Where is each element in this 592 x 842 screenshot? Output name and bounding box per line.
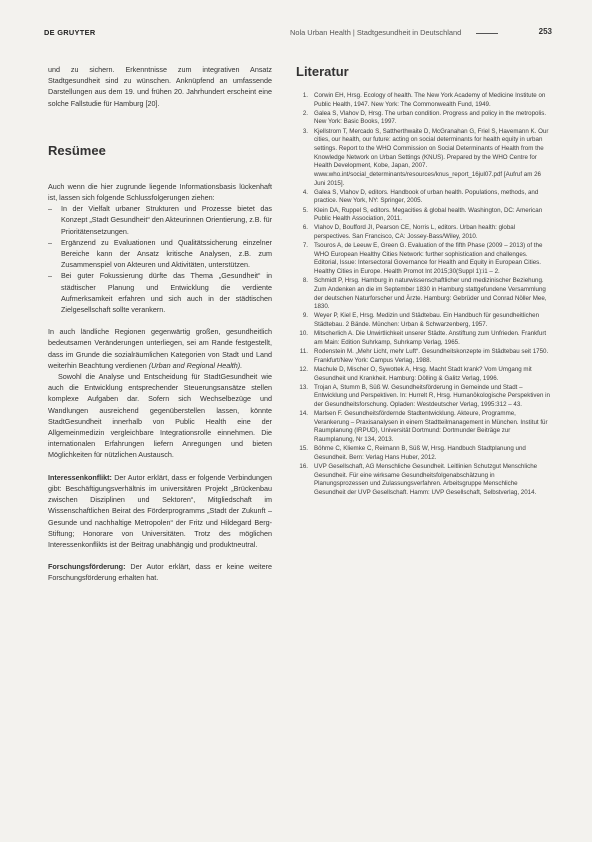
reference-number: 16. [299, 463, 308, 471]
reference-number: 6. [302, 224, 308, 232]
reference-text: Mitscherlich A. Die Unwirtlichkeit unserer Städte. Anstiftung zum Unfrieden. Frankfurt am Main: Edition Suhrkamp, Suhrkamp Verlag, 1965. [314, 330, 547, 346]
funding-statement [48, 561, 272, 583]
intro-paragraph: und zu sichern. Erkenntnisse zum integrativen Ansatz Stadtgesundheit sind zu wünschen. Anknüpfend an umfassende Darstellungen aus dem 19. und frühen 20. Jahrhundert erscheint eine solche Fallstudie für Hamburg [20]. [48, 65, 272, 108]
reference-item [296, 312, 550, 329]
summary-item [48, 237, 272, 271]
left-column [48, 64, 272, 584]
reference-item [296, 189, 550, 206]
conflict-label: Interessenkonflikt: [48, 472, 112, 482]
reference-text: Marlsen F. Gesundheitsfördernde Stadtentwicklung. Akteure, Programme, Verankerung – Praxisanalysen in einem Stadtteilmanagement in München. Institut für Raumplanung (IRPUD), Universität Dortmund: Dortmunder Beiträge zur Raumplanung, Nr 134, 2013. [314, 410, 548, 444]
reference-number: 5. [302, 206, 308, 214]
reference-item [296, 277, 550, 312]
reference-number: 8. [302, 277, 308, 285]
reference-text: Klein DA, Ruppel S, editors. Megacities & global health. Washington, DC: American Public Health Association, 2011. [314, 206, 543, 223]
summary-item-text: In der Vielfalt urbaner Strukturen und Prozesse bietet das Konzept „Stadt Gesundheit“ den Akteurinnen Orientierung, z.B. für Prioritätensetzungen. [61, 204, 272, 236]
summary-item [48, 203, 272, 237]
reference-number: 9. [302, 312, 308, 320]
conflict-statement [48, 472, 272, 550]
funding-label: Forschungsförderung: [48, 562, 126, 572]
reference-number: 2. [302, 109, 308, 117]
reference-item [296, 348, 550, 365]
reference-number: 14. [299, 410, 308, 418]
reference-text: Schmidt P, Hrsg. Hamburg in naturwissenschaftlicher und medizinischer Beziehung. Zum Andenken an die im September 1830 in Hamburg stattgefundene Versammlung der deutschen Naturforscher und Ärzte. Hamburg: Gebrüder und Conrad Nöller Mee, 1830. [314, 277, 547, 311]
dash-marker: – [48, 237, 52, 247]
reference-list [296, 92, 550, 498]
reference-text: UVP Gesellschaft, AG Menschliche Gesundheit. Leitlinien Schutzgut Menschliche Gesundheit. Für eine wirksame Gesundheitsfolgenabschätzung in Planungsprozessen und Zulassungsverfahren. Arbeitsgruppe Menschliche Gesundheit der UVP Gesellschaft. Hamm: UVP Gesellschaft, Selbstverlag, 2014. [314, 463, 538, 497]
reference-text: Weyer P, Kiel E, Hrsg. Medizin und Städtebau. Ein Handbuch für gesundheitlichen Städtebau. 2 Bände. München: Urban & Schwarzenberg, 1957. [314, 312, 540, 329]
reference-number: 13. [299, 383, 308, 391]
reference-item [296, 463, 550, 498]
summary-lead: Auch wenn die hier zugrunde liegende Informationsbasis lückenhaft ist, lassen sich folgende Schlussfolgerungen ziehen: [48, 181, 272, 203]
reference-item [296, 366, 550, 383]
reference-number: 10. [299, 330, 308, 338]
reference-text: Böhme C, Kliemke C, Reimann B, Süß W, Hrsg. Handbuch Stadtplanung und Gesundheit. Bern: Verlag Hans Huber, 2012. [314, 445, 526, 461]
reference-text: Galea S, Vlahov D, editors. Handbook of urban health. Populations, methods, and practice. New York, NY: Springer, 2005. [314, 188, 539, 205]
summary-item-text: Bei guter Fokussierung dürfte das Thema „Gesundheit“ in städtischer Planung und Entwicklung die verdiente Aufmerksamkeit erfahren und sich auch in der städtischen Zielgesellschaft sollte verankern. [61, 271, 272, 315]
reference-item [296, 128, 550, 189]
dash-marker: – [48, 204, 52, 214]
reference-text: Rodenstein M. „Mehr Licht, mehr Luft“. Gesundheitskonzepte im Städtebau seit 1750. Frankfurt/New York: Campus Verlag, 1988. [314, 348, 549, 364]
reference-number: 4. [302, 188, 308, 196]
reference-item [296, 224, 550, 241]
reference-number: 1. [302, 92, 308, 99]
reference-item [296, 92, 550, 109]
reference-text: Kjellstrom T, Mercado S, Sattherthwaite D, McGranahan G, Friel S, Havemann K. Our cities, our health, our future: acting on social determinants for health equity in urban settings. Report to the WHO Commission on Social Determinants of Health from the Knowledge Network on Urban Settings (KNUS). Prepared by the WHO Centre for Health Development, Kobe, Japan, 2007. www.who.int/social_determinants/resources/knus_report_16jul07.pdf [Aufruf am 26 Juni 2015]. [314, 127, 549, 187]
body-paragraph [48, 326, 272, 371]
dash-marker: – [48, 271, 52, 281]
header-rule [476, 33, 498, 34]
reference-item [296, 330, 550, 347]
reference-number: 7. [302, 242, 308, 250]
body-paragraph-emphasis: (Urban and Regional Health). [148, 360, 243, 370]
page-header [44, 28, 552, 40]
body-paragraph-text: In auch ländliche Regionen gegenwärtig großen, gesundheitlich bedeutsamen Veränderungen unterliegen, sei am Rande festgestellt, dass im Grunde die sozialräumlichen Kategorien von Stadt und Land weiterhin Beachtung verdienen [48, 327, 272, 370]
summary-item-text: Ergänzend zu Evaluationen und Qualitätssicherung einzelner Bereiche kann der Ansatz kritische Analysen, z.B. zum Zusammenspiel von Akteuren und Aktivitäten, unterstützen. [61, 237, 272, 270]
reference-item [296, 384, 550, 410]
reference-number: 12. [299, 365, 308, 373]
summary-heading: Resümee [48, 142, 106, 158]
summary-item [48, 270, 272, 315]
running-title: Nola Urban Health | Stadtgesundheit in Deutschland [290, 28, 462, 37]
reference-item [296, 445, 550, 462]
reference-item [296, 110, 550, 127]
reference-text: Galea S, Vlahov D, Hrsg. The urban condition. Progress and policy in the metropolis. New York: Basic Books, 1997. [314, 109, 547, 126]
reference-item [296, 410, 550, 445]
reference-text: Vlahov D, Boufford JI, Pearson CE, Norris L, editors. Urban health: global perspectives. San Francisco, CA: Jossey-Bass/Wiley, 2010. [314, 224, 516, 240]
reference-text: Corwin EH, Hrsg. Ecology of health. The New York Academy of Medicine Institute on Public Health, 1947. New York: The Commonwealth Fund, 1949. [314, 92, 546, 108]
reference-number: 3. [302, 127, 308, 135]
right-column [296, 64, 550, 498]
reference-number: 11. [299, 348, 308, 356]
reference-text: Tsouros A, de Leeuw E, Green G. Evaluation of the fifth Phase (2009 – 2013) of the WHO European Healthy Cities Network: further sophistication and challenges. Editorial, Issue: Intersectoral Governance for Health and Equity in European Cities. Healthy Cities in Europe. Health Promot Int 2015;30(Suppl 1):i1 – 2. [314, 242, 543, 276]
conflict-text: Der Autor erklärt, dass er folgende Verbindungen gibt: Beschäftigungsverhältnis im universitären Projekt „Brückenbau zwischen Disziplinen und Sektoren“, Mitgliedschaft im Wissenschaftlichen Beirat des Förderprogramms „Stadt der Zukunft – Gesunde und nachhaltige Metropolen“ der Fritz und Hildegard Berg-Stiftung; Honorare von Universitäten. Trotz des möglichen Interessenkonflikts ist der Beitrag unabhängig und produktneutral. [48, 472, 273, 549]
summary-list [48, 203, 272, 315]
page-number: 253 [538, 27, 552, 36]
reference-text: Trojan A, Stumm B, Süß W. Gesundheitsförderung in Gemeinde und Stadt – Entwicklung und Perspektiven. In: Hurrelt R, Hrsg. Humanökologische Perspektiven in der Gesundheitsforschung. Opladen: Westdeutscher Verlag, 1995:312 – 43. [314, 383, 550, 408]
reference-item [296, 242, 550, 277]
publisher-logo: DE GRUYTER [44, 28, 96, 37]
funding-text: Der Autor erklärt, dass er keine weitere Forschungsförderung erhalten hat. [48, 562, 272, 583]
reference-text: Machule D, Mischer O, Sywottek A, Hrsg. Macht Stadt krank? Vom Umgang mit Gesundheit und Krankheit. Hamburg: Dölling & Galitz Verlag, 1996. [314, 365, 532, 382]
reference-item [296, 207, 550, 224]
body-paragraph: Sowohl die Analyse und Entscheidung für StadtGesundheit wie auch die Entwicklung entsprechender Steuerungsansätze stellen komplexe Aufgaben dar. Sofern sich Wechselbezüge und Wandlungen ausreichend gegenüberstellen lassen, könnte StadtGesundheit innerhalb von Public Health eine der Allgemeinmedizin vergleichbare Integrationsrolle einnehmen. Die internationalen Erfahrungen liefern Anregungen und bieten Möglichkeiten für nützlichen Austausch. [48, 372, 272, 460]
references-heading: Literatur [296, 64, 349, 79]
reference-number: 15. [299, 445, 308, 453]
